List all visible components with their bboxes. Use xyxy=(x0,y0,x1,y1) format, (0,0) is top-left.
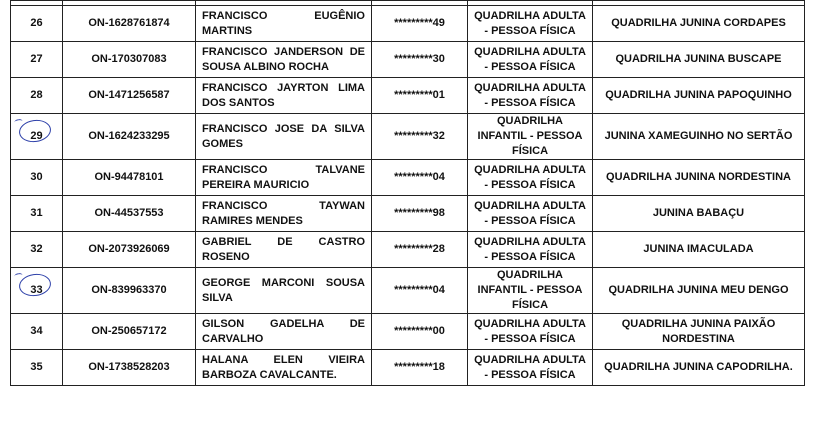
row-number: 34 xyxy=(11,314,63,350)
masked-cpf: *********30 xyxy=(372,42,468,78)
group-name: QUADRILHA JUNINA CORDAPES xyxy=(593,6,805,42)
person-name: FRANCISCO EUGÊNIO MARTINS xyxy=(196,6,372,42)
row-number: 33 xyxy=(11,268,63,314)
table-row xyxy=(11,42,805,78)
group-name: QUADRILHA JUNINA PAIXÃO NORDESTINA xyxy=(593,314,805,350)
person-name: FRANCISCO JAYRTON LIMA DOS SANTOS xyxy=(196,78,372,114)
pen-circle-mark-icon xyxy=(18,272,53,298)
group-name: JUNINA XAMEGUINHO NO SERTÃO xyxy=(593,114,805,160)
row-number: 30 xyxy=(11,160,63,196)
table-row xyxy=(11,160,805,196)
table-body xyxy=(11,1,805,386)
table-row xyxy=(11,196,805,232)
group-name: QUADRILHA JUNINA MEU DENGO xyxy=(593,268,805,314)
category-cell: QUADRILHA ADULTA - PESSOA FÍSICA xyxy=(468,42,593,78)
category-cell: QUADRILHA ADULTA - PESSOA FÍSICA xyxy=(468,350,593,386)
person-name: GEORGE MARCONI SOUSA SILVA xyxy=(196,268,372,314)
category-cell: QUADRILHA ADULTA - PESSOA FÍSICA xyxy=(468,78,593,114)
category-cell: QUADRILHA ADULTA - PESSOA FÍSICA xyxy=(468,314,593,350)
person-name: FRANCISCO JOSE DA SILVA GOMES xyxy=(196,114,372,160)
registration-code: ON-1628761874 xyxy=(63,6,196,42)
masked-cpf: *********01 xyxy=(372,78,468,114)
registration-code: ON-1471256587 xyxy=(63,78,196,114)
table-row xyxy=(11,114,805,160)
person-name: GABRIEL DE CASTRO ROSENO xyxy=(196,232,372,268)
masked-cpf: *********00 xyxy=(372,314,468,350)
masked-cpf: *********98 xyxy=(372,196,468,232)
group-name: QUADRILHA JUNINA BUSCAPE xyxy=(593,42,805,78)
masked-cpf: *********04 xyxy=(372,268,468,314)
row-number: 26 xyxy=(11,6,63,42)
category-cell: QUADRILHA ADULTA - PESSOA FÍSICA xyxy=(468,160,593,196)
category-cell: QUADRILHA INFANTIL - PESSOA FÍSICA xyxy=(468,268,593,314)
masked-cpf: *********32 xyxy=(372,114,468,160)
table-row xyxy=(11,78,805,114)
registration-table xyxy=(10,0,805,386)
category-cell: QUADRILHA ADULTA - PESSOA FÍSICA xyxy=(468,6,593,42)
person-name: FRANCISCO TALVANE PEREIRA MAURICIO xyxy=(196,160,372,196)
group-name: JUNINA BABAÇU xyxy=(593,196,805,232)
group-name: JUNINA IMACULADA xyxy=(593,232,805,268)
document-page xyxy=(10,0,804,386)
registration-code: ON-1738528203 xyxy=(63,350,196,386)
masked-cpf: *********18 xyxy=(372,350,468,386)
row-number: 29 xyxy=(11,114,63,160)
group-name: QUADRILHA JUNINA PAPOQUINHO xyxy=(593,78,805,114)
table-row xyxy=(11,6,805,42)
table-row xyxy=(11,268,805,314)
registration-code: ON-44537553 xyxy=(63,196,196,232)
row-number: 32 xyxy=(11,232,63,268)
row-number: 28 xyxy=(11,78,63,114)
person-name: GILSON GADELHA DE CARVALHO xyxy=(196,314,372,350)
category-cell: QUADRILHA ADULTA - PESSOA FÍSICA xyxy=(468,232,593,268)
masked-cpf: *********49 xyxy=(372,6,468,42)
table-row xyxy=(11,232,805,268)
pen-circle-mark-icon xyxy=(18,118,53,144)
person-name: HALANA ELEN VIEIRA BARBOZA CAVALCANTE. xyxy=(196,350,372,386)
masked-cpf: *********28 xyxy=(372,232,468,268)
group-name: QUADRILHA JUNINA CAPODRILHA. xyxy=(593,350,805,386)
registration-code: ON-250657172 xyxy=(63,314,196,350)
row-number: 31 xyxy=(11,196,63,232)
registration-code: ON-170307083 xyxy=(63,42,196,78)
category-cell: QUADRILHA ADULTA - PESSOA FÍSICA xyxy=(468,196,593,232)
person-name: FRANCISCO JANDERSON DE SOUSA ALBINO ROCHA xyxy=(196,42,372,78)
table-row xyxy=(11,350,805,386)
row-number: 27 xyxy=(11,42,63,78)
table-row xyxy=(11,314,805,350)
person-name: FRANCISCO TAYWAN RAMIRES MENDES xyxy=(196,196,372,232)
registration-code: ON-2073926069 xyxy=(63,232,196,268)
masked-cpf: *********04 xyxy=(372,160,468,196)
registration-code: ON-94478101 xyxy=(63,160,196,196)
row-number: 35 xyxy=(11,350,63,386)
category-cell: QUADRILHA INFANTIL - PESSOA FÍSICA xyxy=(468,114,593,160)
group-name: QUADRILHA JUNINA NORDESTINA xyxy=(593,160,805,196)
registration-code: ON-839963370 xyxy=(63,268,196,314)
registration-code: ON-1624233295 xyxy=(63,114,196,160)
